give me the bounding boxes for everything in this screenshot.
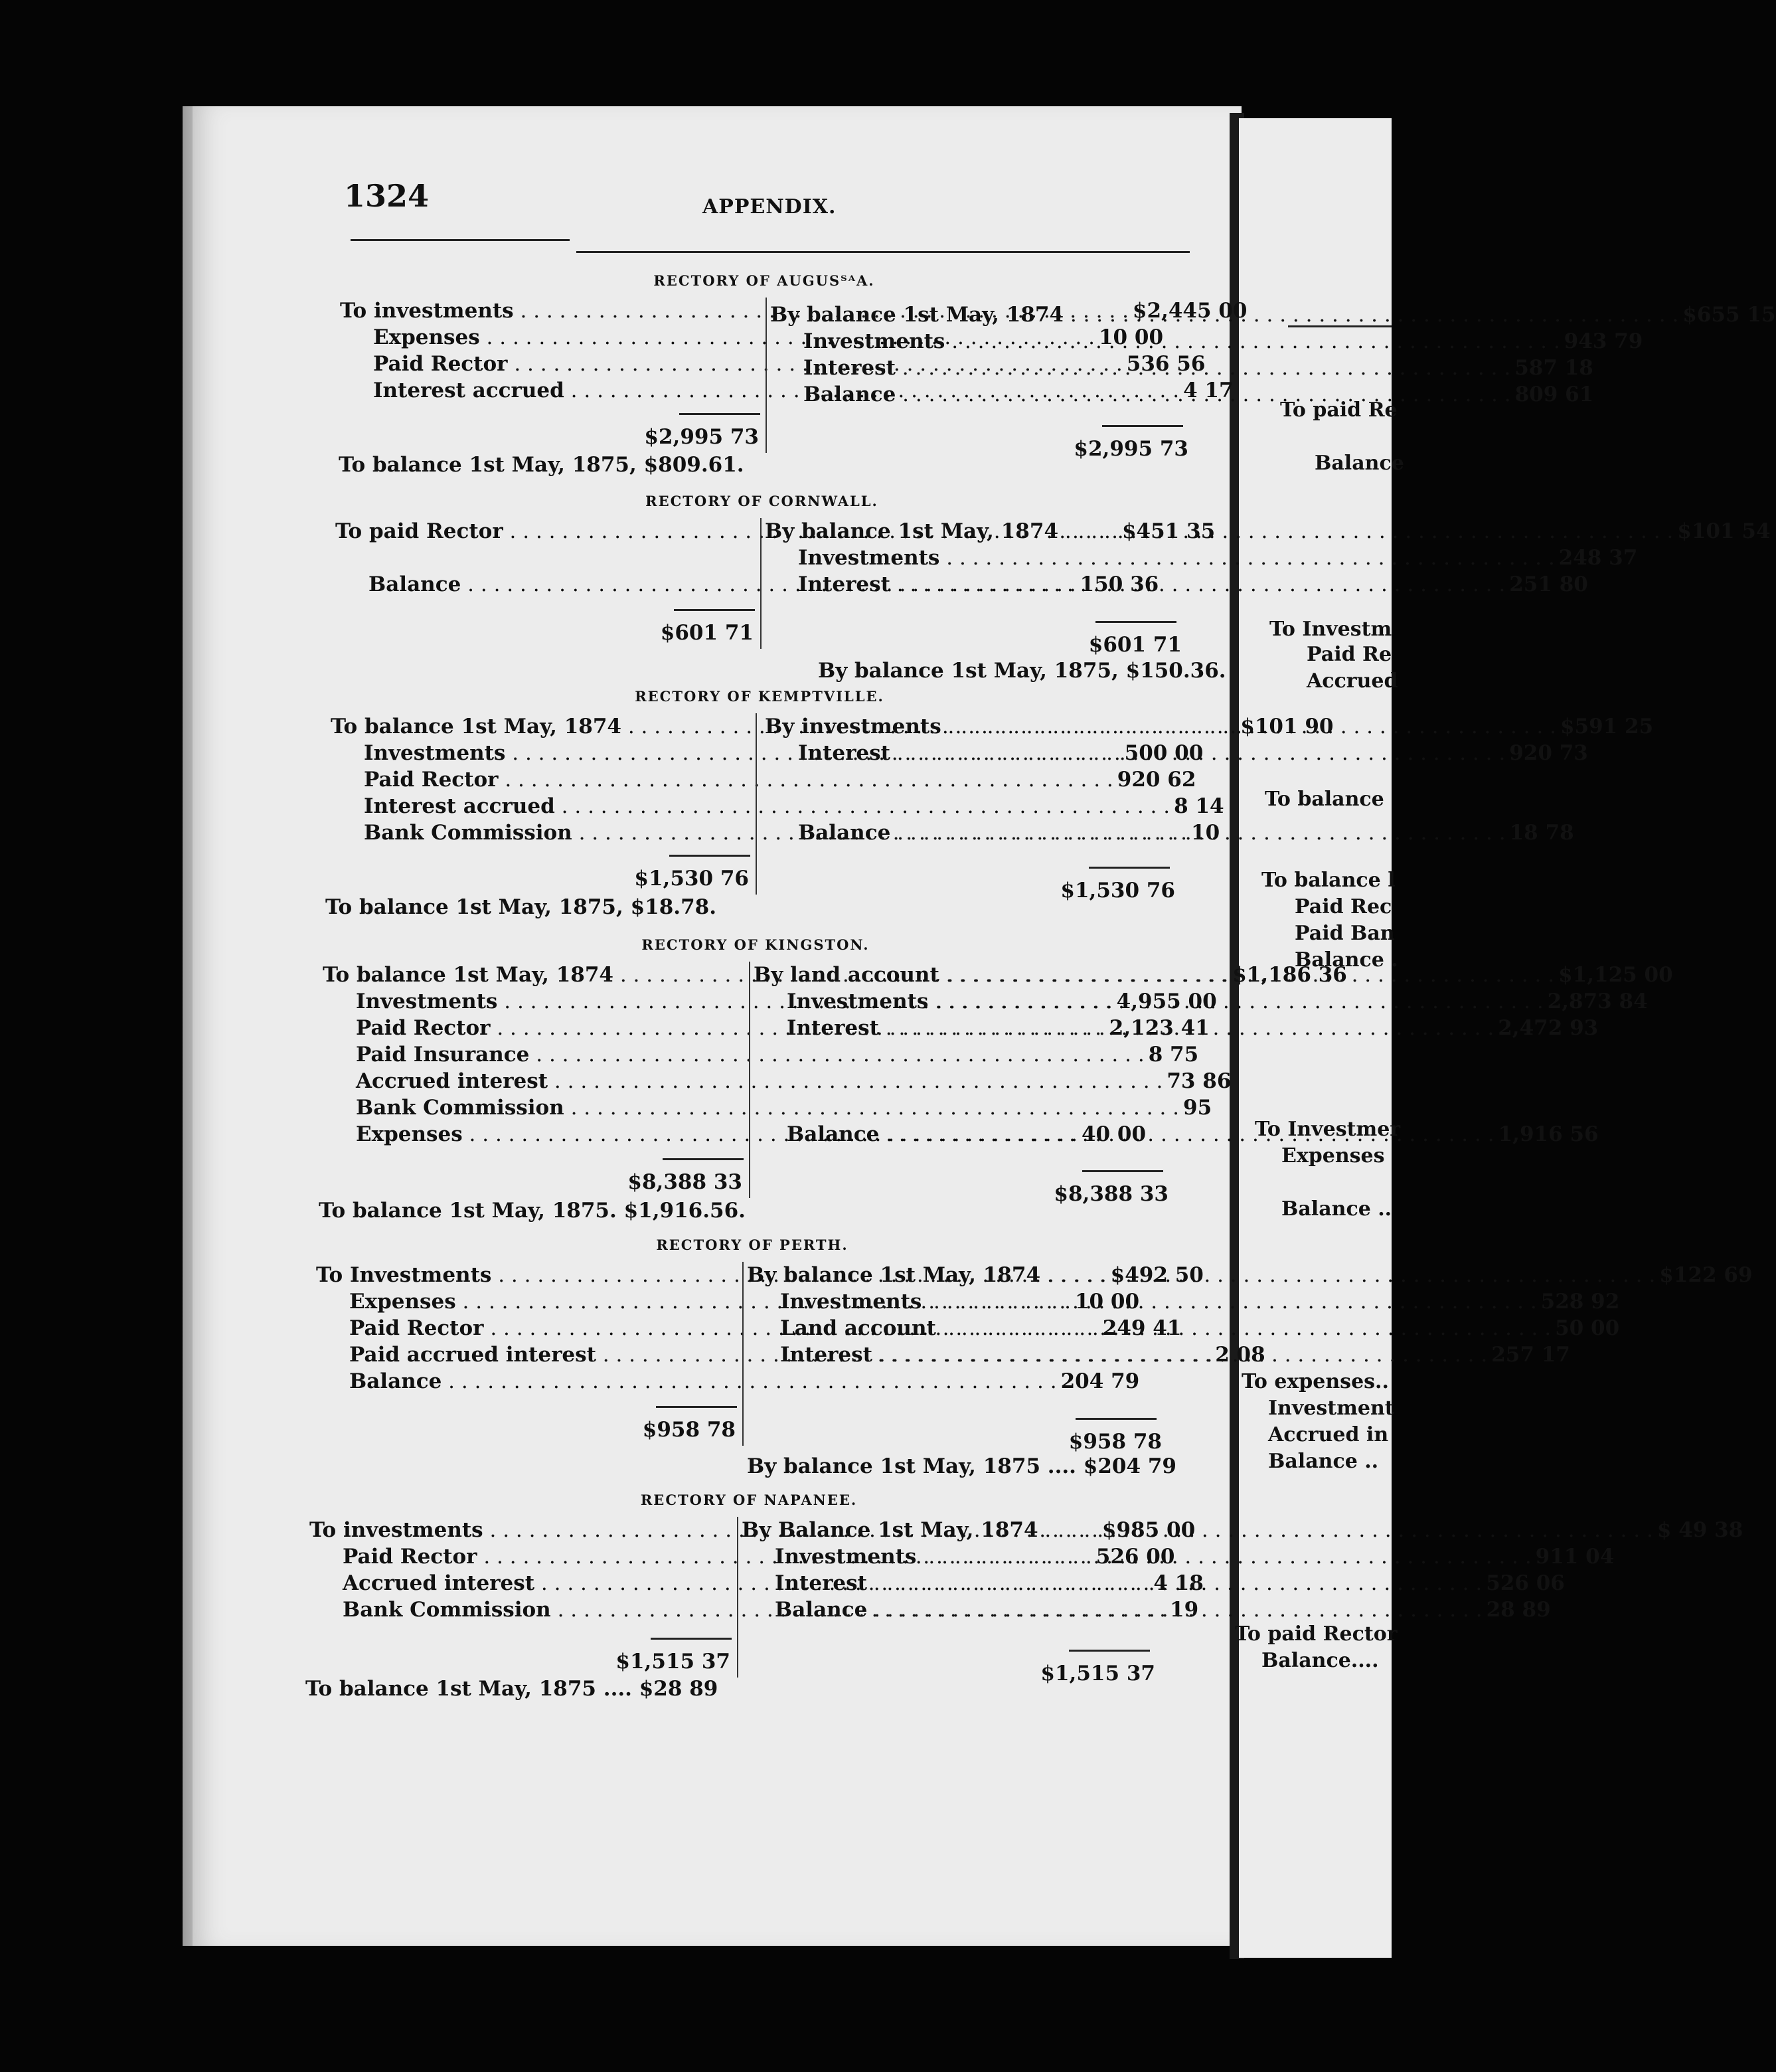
total-right: $1,515 37 — [1040, 1662, 1155, 1685]
entry-label: By land account . . . — [754, 962, 1554, 988]
entry-amount: 10 00 — [1098, 325, 1164, 349]
entry-label: Balance . . . — [770, 381, 1511, 408]
entry-amount: $591 25 — [1560, 715, 1654, 738]
entry-label: By Balance 1st May, 1874 . . . — [742, 1517, 1653, 1543]
total-right: $8,388 33 — [1054, 1182, 1169, 1206]
total-rule-right — [1102, 425, 1183, 427]
entry-amount: 4 17 — [1183, 379, 1234, 402]
entry-label: Paid Rector . . . — [340, 351, 1123, 377]
total-left: $1,515 37 — [615, 1650, 730, 1674]
entry-label: Balance . . . — [316, 1368, 1057, 1395]
balance-note: To balance 1st May, 1875, $18.78. — [325, 895, 716, 919]
facing-page-fragment: Accrued — [1307, 669, 1398, 693]
credit-row — [747, 1315, 1620, 1341]
column-divider — [756, 713, 757, 895]
entry-amount: 2,123 41 — [1109, 1016, 1210, 1040]
debit-row — [309, 1570, 1204, 1597]
credit-row — [747, 1288, 1620, 1315]
entry-amount: 920 62 — [1117, 768, 1196, 792]
entry-amount: $122 69 — [1659, 1263, 1753, 1287]
facing-page-fragment: Investment — [1268, 1397, 1394, 1420]
entry-amount: 1,916 56 — [1498, 1122, 1599, 1146]
entry-label: To investments . . . — [309, 1517, 1098, 1543]
entry-amount: $ 49 38 — [1656, 1518, 1743, 1542]
entry-label: Bank Commission . . . — [309, 1597, 1166, 1623]
entry-amount: 204 79 — [1060, 1369, 1140, 1393]
credit-row — [770, 328, 1643, 355]
entry-label: Investments . . . — [742, 1543, 1532, 1570]
facing-page-fragment: To paid Re — [1280, 398, 1398, 422]
total-left: $2,995 73 — [644, 425, 759, 449]
balance-note: To balance 1st May, 1875. $1,916.56. — [319, 1199, 746, 1223]
debit-row — [323, 1068, 1232, 1094]
page-number: 1324 — [344, 178, 430, 214]
balance-note: To balance 1st May, 1875, $809.61. — [339, 453, 744, 477]
entry-amount: $101 54 — [1677, 519, 1771, 543]
entry-label: Paid Rector . . . — [331, 766, 1113, 793]
entry-amount: $985 00 — [1101, 1518, 1196, 1542]
total-rule-left — [679, 413, 760, 415]
debit-row — [316, 1368, 1140, 1395]
entry-amount: $1,125 00 — [1558, 963, 1673, 987]
facing-page-rule — [1288, 325, 1392, 327]
facing-page-fragment: To balance — [1265, 788, 1384, 811]
total-right: $958 78 — [1068, 1430, 1162, 1454]
entry-label: Interest . . . — [765, 740, 1505, 766]
entry-amount: 28 89 — [1486, 1598, 1551, 1622]
total-rule-right — [1095, 621, 1176, 623]
total-rule-right — [1076, 1418, 1157, 1420]
entry-label: Accrued interest . . . — [323, 1068, 1163, 1094]
entry-label: Balance . . . — [765, 820, 1506, 846]
entry-amount: 10 00 — [1074, 1290, 1140, 1314]
entry-amount: 943 79 — [1564, 329, 1643, 353]
entry-label: Accrued interest . . . — [309, 1570, 1149, 1597]
entry-amount: $492 50 — [1110, 1263, 1204, 1287]
entry-label: Investments . . . — [770, 328, 1560, 355]
entry-amount: $1,186 36 — [1232, 963, 1347, 987]
entry-label: Balance . . . — [754, 1121, 1494, 1148]
debit-row — [323, 1041, 1199, 1068]
facing-page-fragment: To paid Rector — [1235, 1622, 1398, 1646]
total-right: $1,530 76 — [1060, 879, 1175, 903]
entry-label: Investments . . . — [747, 1288, 1537, 1315]
entry-amount: 50 00 — [1555, 1316, 1620, 1340]
entry-amount: 2 08 — [1215, 1343, 1265, 1367]
entry-label: Interest . . . — [765, 571, 1505, 598]
total-rule-right — [1069, 1650, 1150, 1652]
facing-page-fragment: To balance l — [1261, 869, 1396, 892]
debit-row — [331, 793, 1224, 820]
entry-label: To investments . . . — [340, 298, 1129, 324]
entry-amount: $101 90 — [1240, 715, 1334, 738]
entry-label: Expenses . . . — [316, 1288, 1071, 1315]
entry-amount: 528 92 — [1540, 1290, 1620, 1314]
total-left: $601 71 — [660, 621, 754, 645]
entry-amount: 18 78 — [1509, 821, 1574, 845]
entry-label: Paid Rector . . . — [316, 1315, 1099, 1341]
balance-note: By balance 1st May, 1875, $150.36. — [818, 659, 1226, 683]
entry-amount: 8 14 — [1174, 794, 1224, 818]
total-rule-left — [651, 1638, 732, 1640]
entry-label: Paid Rector . . . — [309, 1543, 1092, 1570]
section-title: RECTORY OF KEMPTVILLE. — [635, 688, 884, 705]
facing-page-fragment: To expenses.. — [1242, 1370, 1389, 1393]
entry-label: By balance 1st May, 1874 . . . — [765, 518, 1673, 545]
credit-row — [754, 988, 1648, 1015]
credit-row — [754, 1015, 1599, 1041]
entry-label: To balance 1st May, 1874 . . . — [331, 713, 1236, 740]
credit-row — [765, 518, 1771, 545]
entry-label: To paid Rector . . . — [335, 518, 1118, 545]
column-divider — [766, 298, 767, 453]
credit-row — [770, 355, 1593, 381]
entry-amount: 500 00 — [1124, 741, 1204, 765]
entry-label: Interest . . . — [742, 1570, 1482, 1597]
entry-amount: $2,445 00 — [1132, 299, 1248, 323]
balance-note: By balance 1st May, 1875 .... $204 79 — [747, 1454, 1176, 1478]
credit-row — [742, 1517, 1743, 1543]
entry-amount: 257 17 — [1491, 1343, 1570, 1367]
entry-label: Investments . . . — [765, 545, 1555, 571]
facing-page-fragment: Balance .. — [1281, 1197, 1392, 1221]
entry-amount: 587 18 — [1514, 356, 1593, 380]
debit-row — [323, 1094, 1212, 1121]
entry-amount: 2,472 93 — [1498, 1016, 1599, 1040]
entry-label: Paid Rector . . . — [323, 1015, 1105, 1041]
entry-label: Interest accrued . . . — [331, 793, 1170, 820]
facing-page-fragment: Balance . — [1295, 948, 1398, 972]
entry-label: Expenses . . . — [323, 1121, 1078, 1148]
total-rule-left — [669, 855, 750, 857]
entry-label: Investments . . . — [331, 740, 1121, 766]
entry-amount: 10 — [1191, 821, 1220, 845]
total-left: $8,388 33 — [627, 1170, 742, 1194]
credit-row — [765, 545, 1638, 571]
section-title: RECTORY OF CORNWALL. — [645, 493, 878, 509]
entry-amount: 2,873 84 — [1547, 990, 1648, 1013]
column-divider — [760, 518, 762, 649]
page-title: APPENDIX. — [702, 195, 837, 218]
entry-amount: 920 73 — [1509, 741, 1588, 765]
entry-amount: 4 18 — [1153, 1571, 1204, 1595]
facing-page-fragment: Paid Re — [1307, 643, 1392, 666]
entry-label: Balance . . . — [742, 1597, 1483, 1623]
facing-page-fragment: To Investm — [1269, 618, 1392, 641]
entry-amount: 19 — [1170, 1598, 1199, 1622]
facing-page-fragment: Paid Ban — [1295, 922, 1395, 945]
facing-page-fragment: Balance.... — [1261, 1649, 1379, 1672]
column-divider — [742, 1262, 744, 1446]
entry-label: By investments . . . — [765, 713, 1556, 740]
section-title: RECTORY OF NAPANEE. — [640, 1492, 858, 1508]
entry-amount: 4,955 00 — [1116, 990, 1217, 1013]
entry-amount: 536 56 — [1126, 352, 1206, 376]
entry-label: Paid accrued interest . . . — [316, 1341, 1211, 1368]
debit-row — [316, 1341, 1265, 1368]
entry-amount: 95 — [1183, 1096, 1212, 1120]
total-right: $2,995 73 — [1074, 437, 1188, 461]
entry-amount: 249 41 — [1102, 1316, 1182, 1340]
facing-page-fragment: Balance .. — [1268, 1450, 1379, 1473]
total-rule-left — [674, 609, 755, 611]
entry-label: Interest . . . — [754, 1015, 1494, 1041]
entry-label: Paid Insurance . . . — [323, 1041, 1145, 1068]
entry-label: Land account . . . — [747, 1315, 1551, 1341]
entry-amount: 73 86 — [1167, 1069, 1232, 1093]
entry-amount: 150 36 — [1080, 572, 1159, 596]
entry-amount: 248 37 — [1558, 546, 1638, 570]
entry-label: Investments . . . — [323, 988, 1113, 1015]
entry-amount: 526 06 — [1486, 1571, 1565, 1595]
entry-label: Bank Commission . . . — [331, 820, 1187, 846]
entry-label: Balance . . . — [335, 571, 1076, 598]
facing-page-fragment: Balance — [1315, 452, 1404, 475]
entry-label: By balance 1st May, 1874 . . . — [770, 302, 1678, 328]
total-rule-left — [656, 1406, 737, 1408]
entry-label: To balance 1st May, 1874 . . . — [323, 962, 1228, 988]
total-rule-right — [1082, 1170, 1163, 1172]
header-rule-left — [351, 239, 570, 241]
credit-row — [765, 571, 1588, 598]
header-rule-right — [576, 251, 1190, 253]
entry-label: Bank Commission . . . — [323, 1094, 1179, 1121]
column-divider — [749, 962, 750, 1198]
entry-label: Investments . . . — [754, 988, 1544, 1015]
facing-page-fragment: Paid Rec — [1295, 895, 1392, 918]
entry-amount: $451 35 — [1121, 519, 1216, 543]
entry-amount: 911 04 — [1535, 1545, 1615, 1569]
entry-amount: 251 80 — [1509, 572, 1588, 596]
total-rule-left — [663, 1158, 744, 1160]
total-right: $601 71 — [1088, 633, 1182, 657]
column-divider — [737, 1517, 738, 1678]
entry-label: Interest accrued . . . — [340, 377, 1179, 404]
entry-label: To Investments . . . — [316, 1262, 1107, 1288]
section-title: RECTORY OF PERTH. — [656, 1237, 848, 1253]
total-left: $1,530 76 — [634, 867, 749, 891]
facing-page-fragment: Accrued in — [1268, 1423, 1389, 1446]
entry-label: Expenses . . . — [340, 324, 1095, 351]
entry-amount: 526 00 — [1095, 1545, 1175, 1569]
facing-page-fragment: To Investmer — [1255, 1118, 1401, 1141]
credit-row — [765, 740, 1588, 766]
debit-row — [323, 988, 1217, 1015]
section-title: RECTORY OF KINGSTON. — [641, 936, 870, 953]
balance-note: To balance 1st May, 1875 .... $28 89 — [305, 1677, 718, 1701]
entry-label: Interest . . . — [747, 1341, 1487, 1368]
entry-amount: 809 61 — [1514, 383, 1594, 406]
debit-row — [331, 766, 1196, 793]
facing-page-fragment: Expenses — [1281, 1144, 1385, 1167]
total-rule-right — [1089, 867, 1170, 869]
section-title: RECTORY OF AUGUSᵀᴬA. — [653, 272, 875, 289]
credit-row — [747, 1262, 1753, 1288]
entry-label: By balance 1st May, 1874 . . . — [747, 1262, 1655, 1288]
total-left: $958 78 — [642, 1418, 736, 1442]
entry-label: Interest . . . — [770, 355, 1510, 381]
entry-amount: 40 00 — [1081, 1122, 1147, 1146]
entry-amount: $655 15 — [1682, 303, 1776, 327]
entry-amount: 8 75 — [1148, 1043, 1199, 1067]
credit-row — [742, 1543, 1615, 1570]
